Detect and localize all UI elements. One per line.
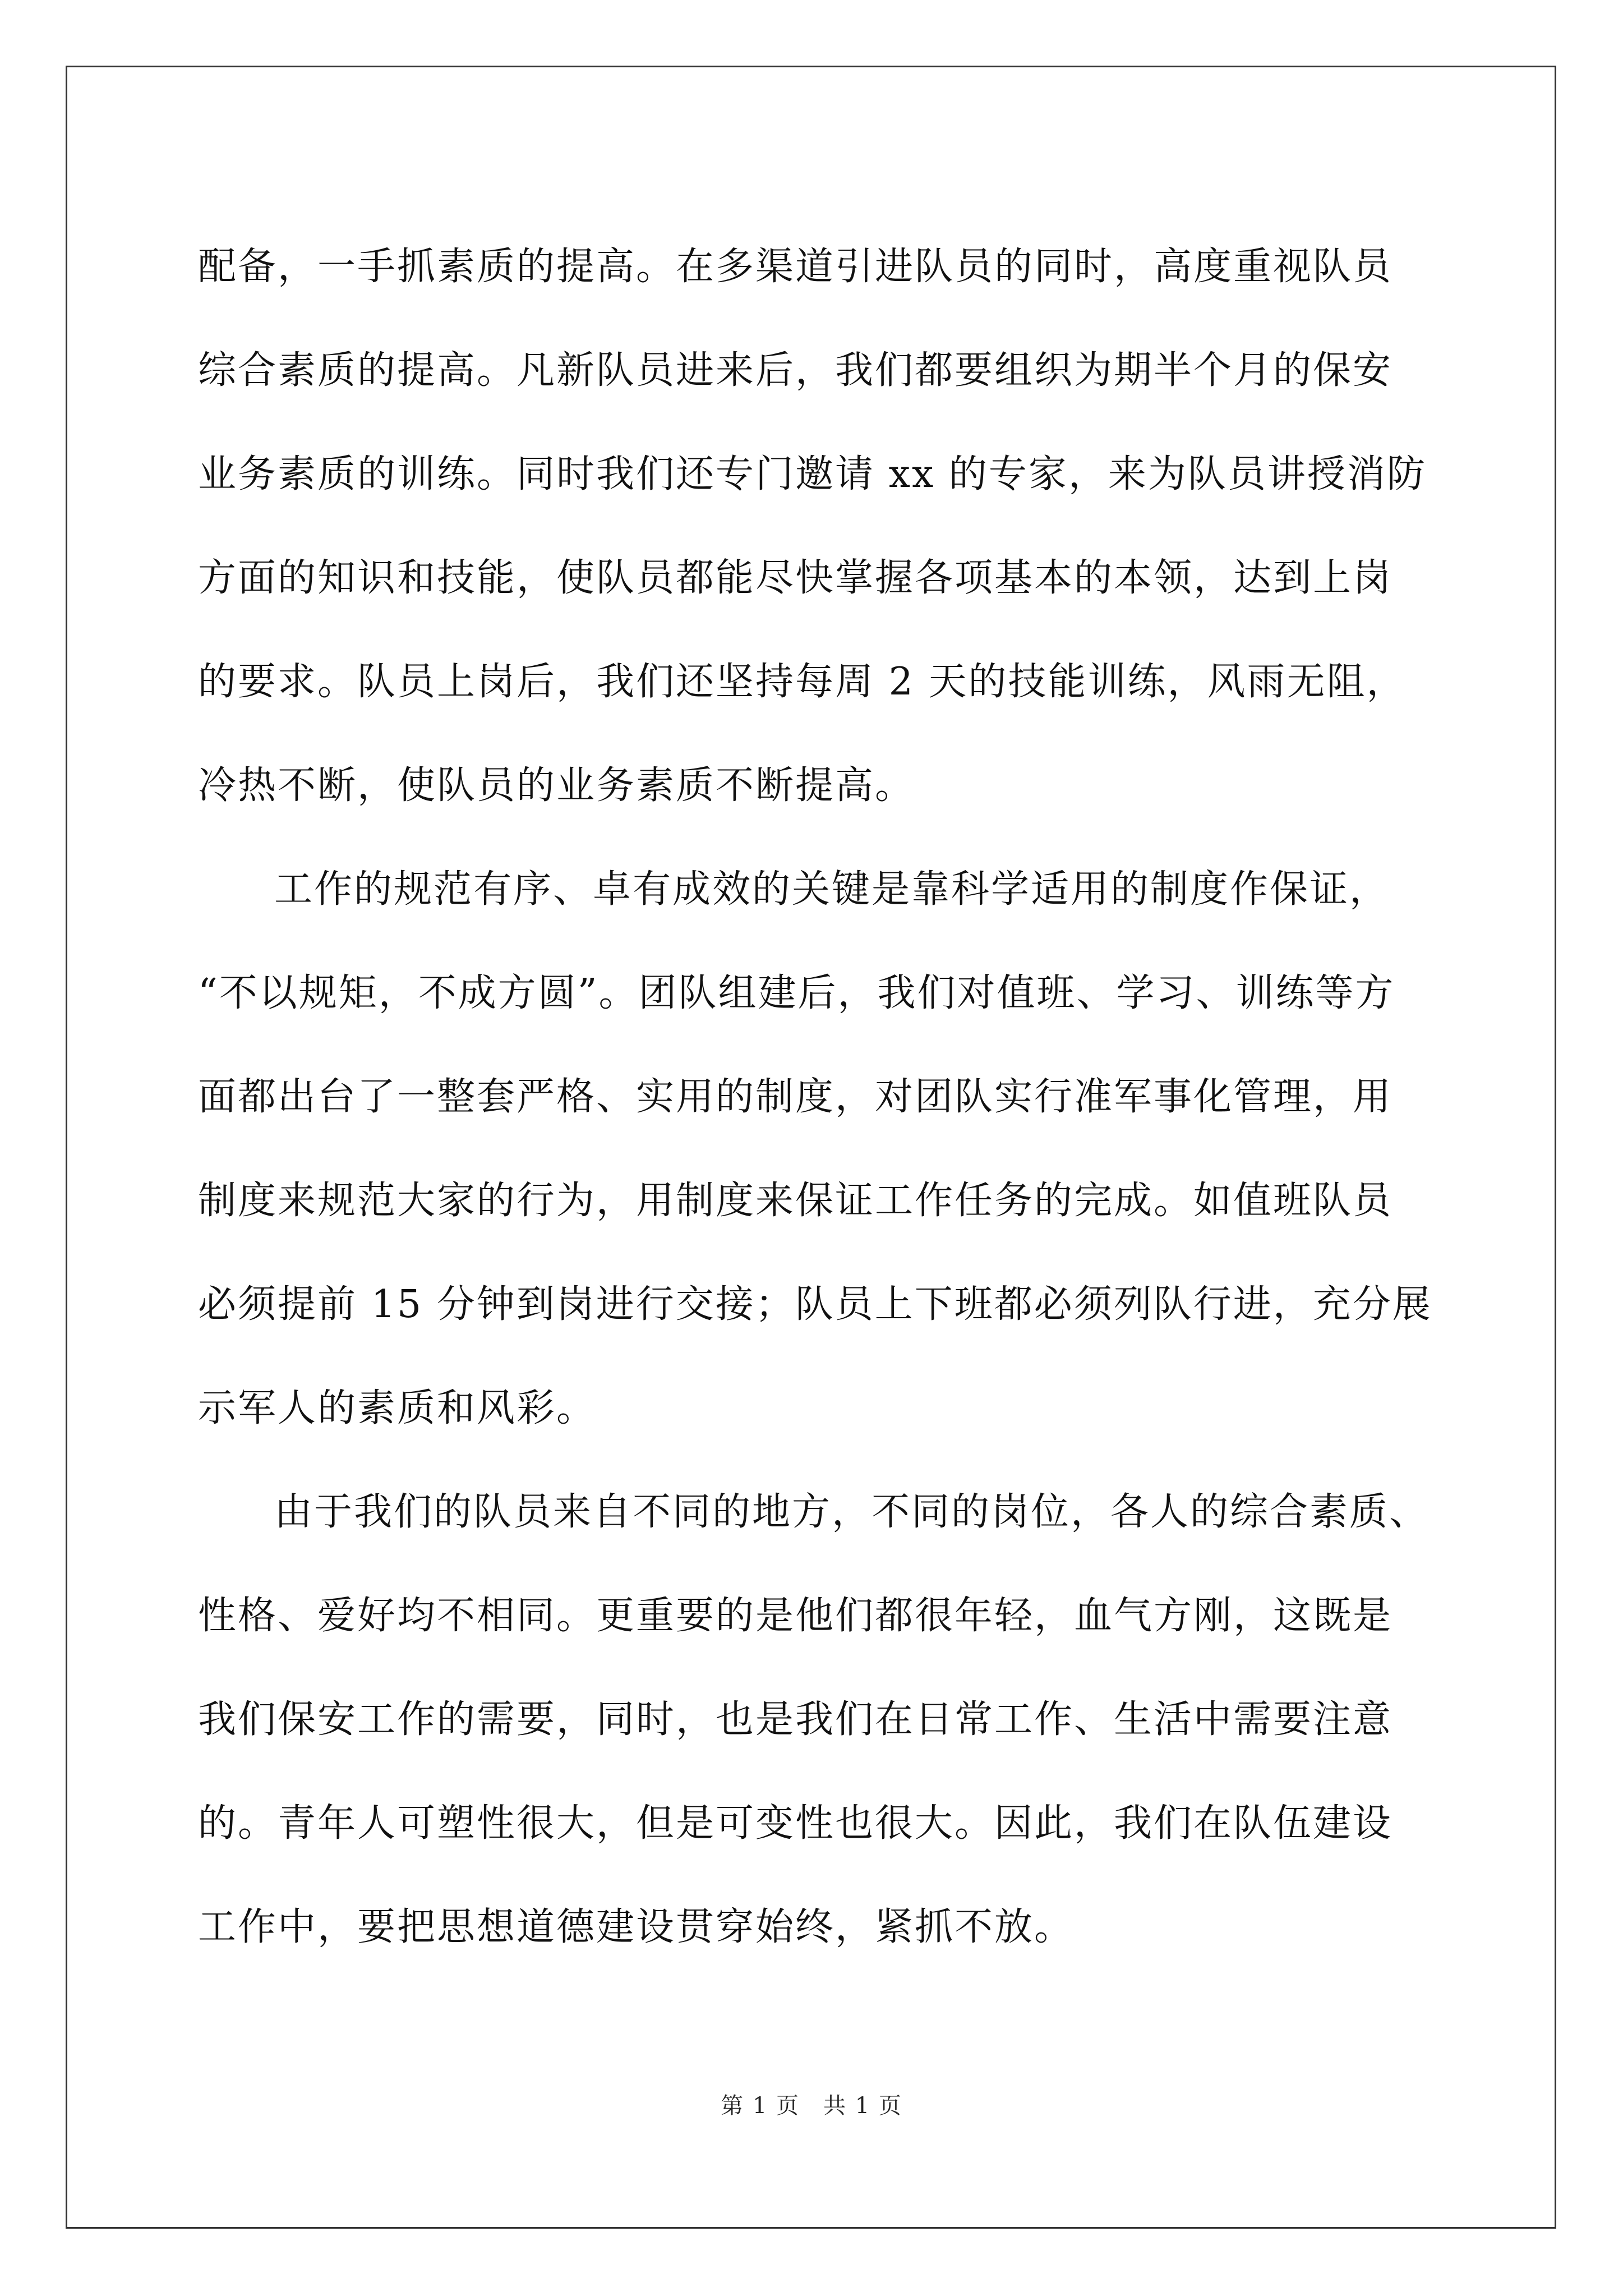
page-number-footer: 第 1 页 共 1 页 [721, 2093, 902, 2119]
text-line: 示军人的素质和风彩。 [198, 1386, 597, 1430]
text-line: 的。青年人可塑性很大，但是可变性也很大。因此，我们在队伍建设 [198, 1801, 1393, 1846]
text-line-content: 工作的规范有序、卓有成效的关键是靠科学适用的制度作保证， [274, 867, 1390, 912]
text-line: “不以规矩，不成方圆”。团队组建后，我们对值班、学习、训练等方 [198, 971, 1395, 1015]
text-line-indented [198, 838, 1454, 941]
text-line: 业务素质的训练。同时我们还专门邀请 xx 的专家，来为队员讲授消防 [198, 452, 1427, 496]
paragraph-2 [198, 838, 1454, 1460]
text-line: 工作中，要把思想道德建设贯穿始终，紧抓不放。 [198, 1905, 1075, 1949]
document-body [198, 215, 1454, 1979]
text-line: 面都出台了一整套严格、实用的制度，对团队实行准军事化管理，用 [198, 1075, 1393, 1119]
text-line: 方面的知识和技能，使队员都能尽快掌握各项基本的本领，达到上岗 [198, 556, 1393, 600]
text-line: 综合素质的提高。凡新队员进来后，我们都要组织为期半个月的保安 [198, 348, 1393, 393]
text-line: 冷热不断，使队员的业务素质不断提高。 [198, 763, 915, 808]
text-line: 性格、爱好均不相同。更重要的是他们都很年轻，血气方刚，这既是 [198, 1594, 1393, 1638]
paragraph-3 [198, 1460, 1454, 1979]
text-line: 我们保安工作的需要，同时，也是我们在日常工作、生活中需要注意 [198, 1697, 1393, 1742]
text-line: 的要求。队员上岗后，我们还坚持每周 2 天的技能训练，风雨无阻， [198, 660, 1407, 704]
text-line-content: 由于我们的队员来自不同的地方，不同的岗位，各人的综合素质、 [274, 1490, 1430, 1534]
text-line: 制度来规范大家的行为，用制度来保证工作任务的完成。如值班队员 [198, 1179, 1393, 1223]
text-line: 配备，一手抓素质的提高。在多渠道引进队员的同时，高度重视队员 [198, 245, 1393, 289]
text-line: 必须提前 15 分钟到岗进行交接；队员上下班都必须列队行进，充分展 [198, 1282, 1432, 1327]
text-line-indented [198, 1460, 1454, 1564]
paragraph-1 [198, 215, 1454, 838]
